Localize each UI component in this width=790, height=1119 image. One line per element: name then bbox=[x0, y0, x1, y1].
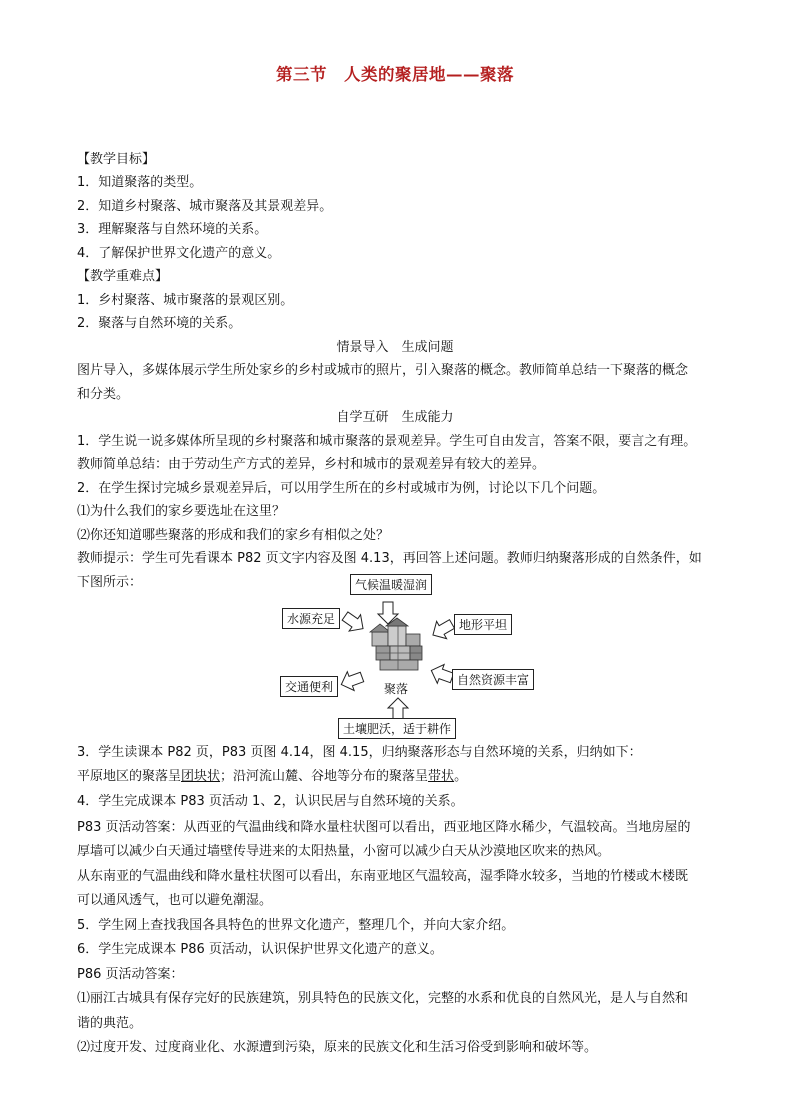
diagram-center-label: 聚落 bbox=[384, 682, 409, 696]
settlement-conditions-diagram bbox=[280, 574, 542, 740]
teacher-hint-line-1: 教师提示：学生可先看课本 P82 页文字内容及图 4.13，再回答上述问题。教师归纳聚落形成的自然条件，如 bbox=[77, 551, 702, 566]
arrow-left-bottom-icon bbox=[338, 668, 366, 694]
settlement-shape-summary bbox=[77, 768, 467, 786]
arrow-bottom-icon bbox=[388, 698, 408, 720]
key-point-2: 2．聚落与自然环境的关系。 bbox=[77, 316, 242, 331]
subheading-self-study: 自学互研 生成能力 bbox=[336, 410, 454, 425]
village-illustration-icon bbox=[370, 618, 422, 670]
summary-text-1: 平原地区的聚落呈 bbox=[77, 769, 182, 784]
southeast-asia-line-1: 从东南亚的气温曲线和降水量柱状图可以看出，东南亚地区气温较高，湿季降水较多，当地的竹楼或木楼既 bbox=[77, 869, 689, 884]
summary-text-2: ；沿河流山麓、谷地等分布的聚落呈 bbox=[220, 769, 429, 784]
box-climate: 气候温暖湿润 bbox=[350, 574, 432, 595]
southeast-asia-line-2: 可以通风透气，也可以避免潮湿。 bbox=[77, 893, 273, 908]
p83-answer-line-1: P83 页活动答案：从西亚的气温曲线和降水量柱状图可以看出，西亚地区降水稀少，气温较高。当地房屋的 bbox=[77, 820, 691, 835]
box-transport: 交通便利 bbox=[280, 676, 338, 697]
answer-clustered: 团块状 bbox=[181, 769, 221, 784]
objective-3: 3．理解聚落与自然环境的关系。 bbox=[77, 222, 268, 237]
paragraph-item-6: 6．学生完成课本 P86 页活动，认识保护世界文化遗产的意义。 bbox=[77, 942, 443, 957]
diagram-arrows bbox=[280, 574, 542, 740]
paragraph-item-2: 2．在学生探讨完城乡景观差异后，可以用学生所在的乡村或城市为例，讨论以下几个问题。 bbox=[77, 481, 606, 496]
box-water: 水源充足 bbox=[282, 608, 340, 629]
key-point-1: 1．乡村聚落、城市聚落的景观区别。 bbox=[77, 293, 294, 308]
answer-banded: 带状 bbox=[428, 769, 455, 784]
intro-paragraph-line-1: 图片导入，多媒体展示学生所处家乡的乡村或城市的照片，引入聚落的概念。教师简单总结一下聚落的概念 bbox=[77, 363, 689, 378]
section-heading-objectives: 【教学目标】 bbox=[77, 152, 156, 167]
intro-paragraph-line-2: 和分类。 bbox=[77, 387, 130, 402]
teacher-summary: 教师简单总结：由于劳动生产方式的差异，乡村和城市的景观差异有较大的差异。 bbox=[77, 457, 546, 472]
paragraph-item-1: 1．学生说一说多媒体所呈现的乡村聚落和城市聚落的景观差异。学生可自由发言，答案不限，要言之有理。 bbox=[77, 434, 697, 449]
p86-answer-2: ⑵过度开发、过度商业化、水源遭到污染，原来的民族文化和生活习俗受到影响和破坏等。 bbox=[77, 1040, 598, 1055]
box-resources: 自然资源丰富 bbox=[452, 669, 534, 690]
objective-2: 2．知道乡村聚落、城市聚落及其景观差异。 bbox=[77, 199, 333, 214]
p86-answer-1-line-1: ⑴丽江古城具有保存完好的民族建筑，别具特色的民族文化，完整的水系和优良的自然风光，是人与自然和 bbox=[77, 991, 689, 1006]
arrow-right-top-icon bbox=[428, 615, 457, 643]
box-terrain: 地形平坦 bbox=[454, 614, 512, 635]
arrow-left-top-icon bbox=[339, 608, 368, 637]
objective-4: 4．了解保护世界文化遗产的意义。 bbox=[77, 246, 281, 261]
p86-answer-heading: P86 页活动答案： bbox=[77, 967, 184, 982]
objective-1: 1．知道聚落的类型。 bbox=[77, 175, 203, 190]
section-heading-key-points: 【教学重难点】 bbox=[77, 269, 169, 284]
paragraph-item-4: 4．学生完成课本 P83 页活动 1、2，认识民居与自然环境的关系。 bbox=[77, 794, 464, 809]
teacher-hint-line-2: 下图所示： bbox=[77, 575, 143, 590]
paragraph-item-3: 3．学生读课本 P82 页，P83 页图 4.14，图 4.15，归纳聚落形态与自然环境的关系，归纳如下： bbox=[77, 745, 642, 760]
p86-answer-1-line-2: 谐的典范。 bbox=[77, 1016, 143, 1031]
paragraph-item-5: 5．学生网上查找我国各具特色的世界文化遗产，整理几个，并向大家介绍。 bbox=[77, 918, 515, 933]
subheading-intro: 情景导入 生成问题 bbox=[336, 340, 454, 355]
page-title: 第三节 人类的聚居地——聚落 bbox=[276, 65, 514, 84]
question-1: ⑴为什么我们的家乡要选址在这里？ bbox=[77, 504, 286, 519]
box-soil: 土壤肥沃，适于耕作 bbox=[338, 718, 456, 739]
p83-answer-line-2: 厚墙可以减少白天通过墙壁传导进来的太阳热量，小窗可以减少白天从沙漠地区吹来的热风。 bbox=[77, 844, 611, 859]
summary-text-3: 。 bbox=[454, 769, 468, 784]
question-2: ⑵你还知道哪些聚落的形成和我们的家乡有相似之处？ bbox=[77, 528, 390, 543]
